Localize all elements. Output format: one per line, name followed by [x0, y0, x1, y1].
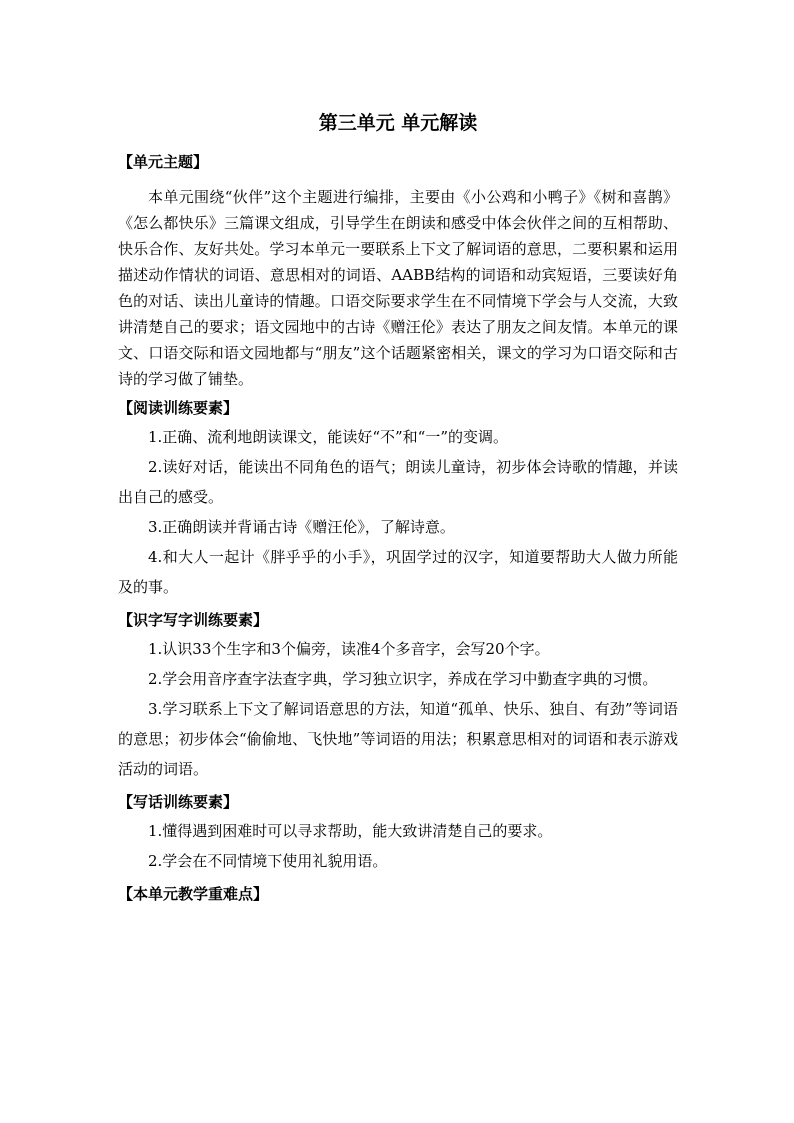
literacy-item-3: 3.学习联系上下文了解词语意思的方法，知道“孤单、快乐、独自、有劲”等词语的意思；初步体会“偷偷地、飞快地”等词语的用法；积累意思相对的词语和表示游戏活动的词语。	[118, 700, 678, 778]
reading-item-4: 4.和大人一起计《胖乎乎的小手》，巩固学过的汉字，知道要帮助大人做力所能及的事。	[118, 548, 678, 596]
section-heading-literacy: 【识字写字训练要素】	[118, 611, 269, 629]
section-heading-theme: 【单元主题】	[118, 153, 209, 171]
section-heading-writing: 【写话训练要素】	[118, 793, 239, 811]
page-title: 第三单元 单元解读	[318, 112, 478, 134]
theme-paragraph: 本单元围绕“伙伴”这个主题进行编排，主要由《小公鸡和小鸭子》《树和喜鹊》《怎么都快乐》三篇课文组成，引导学生在朗读和感受中体会伙伴之间的互相帮助、快乐合作、友好共处。学习本单元一要联系上下文了解词语的意思，二要积累和运用描述动作情状的词语、意思相对的词语、AABB结构的词语和动宾短语，三要读好角色的对话、读出儿童诗的情趣。口语交际要求学生在不同情境下学会与人交流，大致讲清楚自己的要求；语文园地中的古诗《赠汪伦》表达了朋友之间友情。本单元的课文、口语交际和语文园地都与“朋友”这个话题紧密相关，课文的学习为口语交际和古诗的学习做了铺垫。	[118, 188, 678, 388]
section-heading-key-points: 【本单元教学重难点】	[118, 885, 269, 903]
literacy-item-2: 2.学会用音序查字法查字典，学习独立识字，养成在学习中勤查字典的习惯。	[148, 670, 658, 688]
document-page	[118, 108, 678, 908]
reading-item-3: 3.正确朗读并背诵古诗《赠汪伦》，了解诗意。	[148, 518, 455, 536]
writing-item-2: 2.学会在不同情境下使用礼貌用语。	[148, 852, 388, 870]
writing-item-1: 1.懂得遇到困难时可以寻求帮助，能大致讲清楚自己的要求。	[148, 822, 553, 840]
section-heading-reading: 【阅读训练要素】	[118, 399, 239, 417]
reading-item-1: 1.正确、流利地朗读课文，能读好“不”和“一”的变调。	[148, 428, 508, 446]
reading-item-2: 2.读好对话，能读出不同角色的语气；朗读儿童诗，初步体会诗歌的情趣，并读出自己的感受。	[118, 458, 678, 506]
literacy-item-1: 1.认识33个生字和3个偏旁，读准4个多音字，会写20个字。	[148, 640, 550, 658]
